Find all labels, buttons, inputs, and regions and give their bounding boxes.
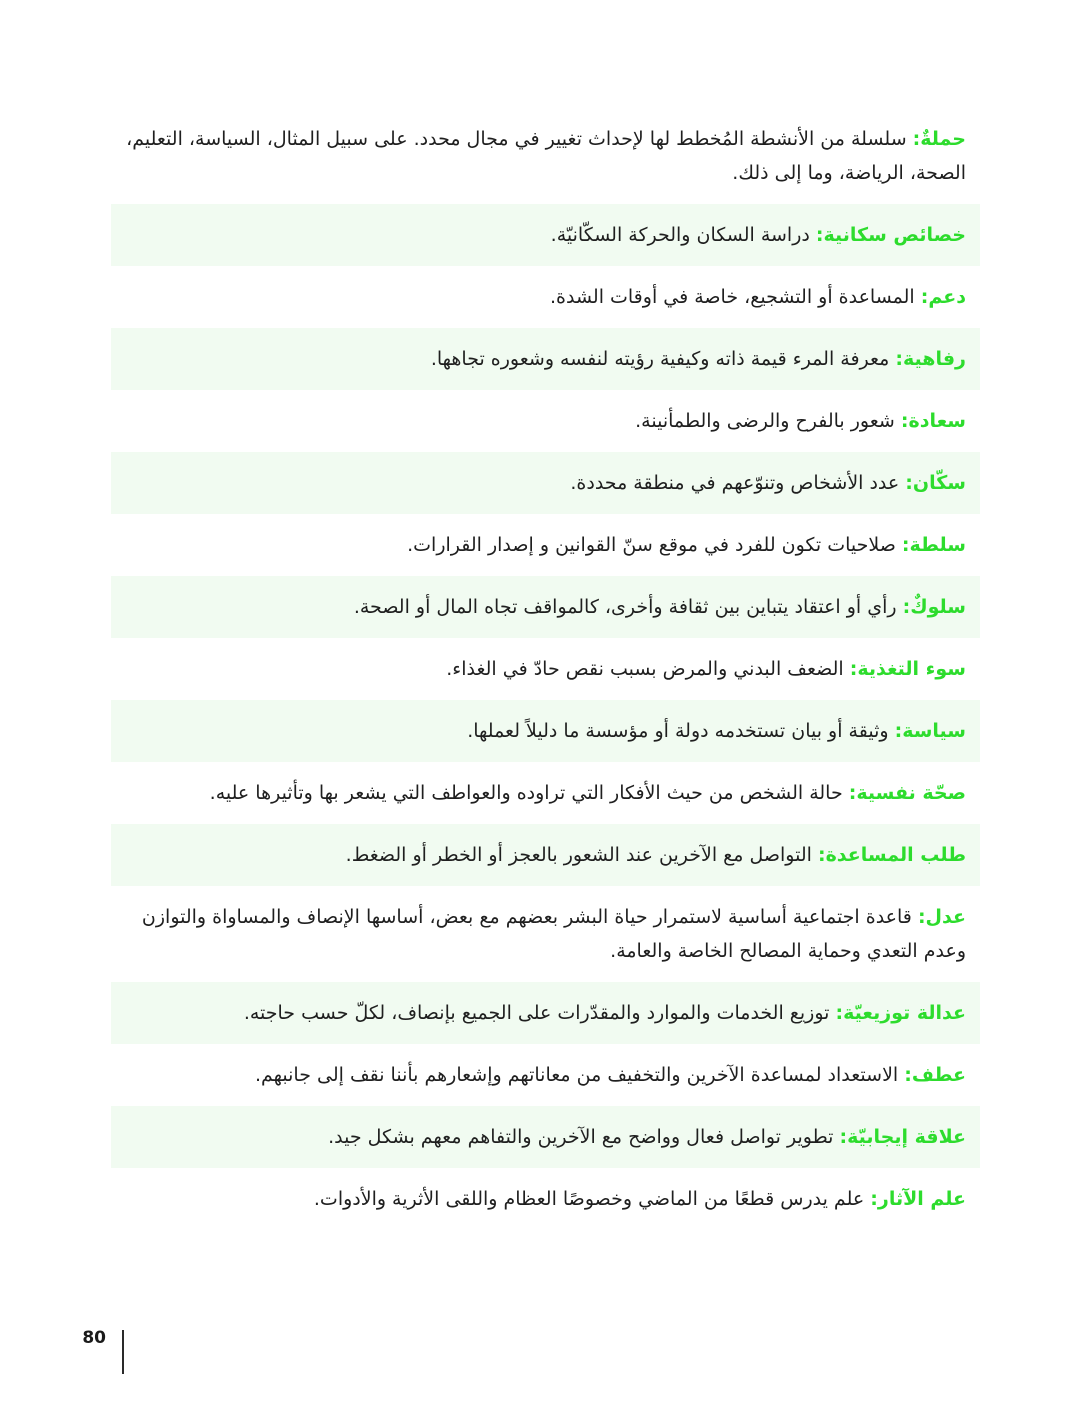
glossary-entry: عدل: قاعدة اجتماعية أساسية لاستمرار حياة البشر بعضهم مع بعض، أساسها الإنصاف والمساواة والتوازن وعدم التعدي وحماية المصالح الخاصة والعامة. — [141, 906, 966, 962]
glossary-entry: علاقة إيجابيّة: تطوير تواصل فعال وواضح مع الآخرين والتفاهم معهم بشكل جيد. — [111, 1106, 980, 1168]
glossary-definition: الضعف البدني والمرض بسبب نقص حادّ في الغذاء. — [446, 658, 844, 680]
glossary-entry: خصائص سكانية: دراسة السكان والحركة السكّانيّة. — [111, 204, 980, 266]
glossary-term: صحّة نفسية — [856, 782, 966, 804]
glossary-term: علاقة إيجابيّة — [847, 1126, 966, 1148]
glossary-entry: علم الآثار: علم يدرس قطعًا من الماضي وخصوصًا العظام واللقى الأثرية والأدوات. — [313, 1188, 966, 1210]
glossary-entry: سلطة: صلاحيات تكون للفرد في موقع سنّ القوانين و إصدار القرارات. — [407, 534, 966, 556]
glossary-entry: حملةٌ: سلسلة من الأنشطة المُخطط لها لإحداث تغيير في مجال محدد. على سبيل المثال، السياسة، التعليم، الصحة، الرياضة، وما إلى ذلك. — [126, 128, 966, 184]
page-number: 80 — [82, 1328, 106, 1348]
glossary-entry: طلب المساعدة: التواصل مع الآخرين عند الشعور بالعجز أو الخطر أو الضغط. — [111, 824, 980, 886]
glossary-definition: التواصل مع الآخرين عند الشعور بالعجز أو الخطر أو الضغط. — [345, 844, 812, 866]
glossary-term: طلب المساعدة — [825, 844, 966, 866]
glossary-entry: سياسة: وثيقة أو بيان تستخدمه دولة أو مؤسسة ما دليلاً لعملها. — [111, 700, 980, 762]
glossary-entry: سوء التغذية: الضعف البدني والمرض بسبب نقص حادّ في الغذاء. — [446, 658, 966, 680]
glossary-definition: المساعدة أو التشجيع، خاصة في أوقات الشدة. — [549, 286, 915, 308]
glossary-definition: علم يدرس قطعًا من الماضي وخصوصًا العظام واللقى الأثرية والأدوات. — [313, 1188, 865, 1210]
glossary-term: عدالة توزيعيّة — [843, 1002, 966, 1024]
glossary-definition: دراسة السكان والحركة السكّانيّة. — [550, 224, 810, 246]
glossary-definition: معرفة المرء قيمة ذاته وكيفية رؤيته لنفسه وشعوره تجاهها. — [430, 348, 890, 370]
glossary-list — [111, 108, 980, 1230]
glossary-definition: وثيقة أو بيان تستخدمه دولة أو مؤسسة ما دليلاً لعملها. — [467, 720, 889, 742]
glossary-term: خصائص سكانية — [823, 224, 966, 246]
glossary-entry: سعادة: شعور بالفرح والرضى والطمأنينة. — [635, 410, 966, 432]
footer-divider — [122, 1330, 124, 1374]
glossary-entry: عطف: الاستعداد لمساعدة الآخرين والتخفيف من معاناتهم وإشعارهم بأننا نقف إلى جانبهم. — [254, 1064, 966, 1086]
glossary-entry: سلوكٌ: رأي أو اعتقاد يتباين بين ثقافة وأخرى، كالمواقف تجاه المال أو الصحة. — [111, 576, 980, 638]
glossary-entry: دعم: المساعدة أو التشجيع، خاصة في أوقات الشدة. — [549, 286, 966, 308]
glossary-term: علم الآثار — [877, 1188, 966, 1210]
glossary-definition: عدد الأشخاص وتنوّعهم في منطقة محددة. — [570, 472, 900, 494]
glossary-entry: صحّة نفسية: حالة الشخص من حيث الأفكار التي تراوده والعواطف التي يشعر بها وتأثيرها عليه. — [209, 782, 966, 804]
glossary-term: رفاهية — [903, 348, 966, 370]
glossary-definition: تطوير تواصل فعال وواضح مع الآخرين والتفاهم معهم بشكل جيد. — [328, 1126, 834, 1148]
glossary-definition: رأي أو اعتقاد يتباين بين ثقافة وأخرى، كالمواقف تجاه المال أو الصحة. — [353, 596, 897, 618]
glossary-term: سعادة — [908, 410, 966, 432]
glossary-term: حملةٌ — [920, 128, 966, 150]
glossary-definition: حالة الشخص من حيث الأفكار التي تراوده والعواطف التي يشعر بها وتأثيرها عليه. — [209, 782, 843, 804]
glossary-term: عدل — [925, 906, 966, 928]
glossary-term: سلطة — [909, 534, 966, 556]
glossary-entry: رفاهية: معرفة المرء قيمة ذاته وكيفية رؤيته لنفسه وشعوره تجاهها. — [111, 328, 980, 390]
glossary-definition: صلاحيات تكون للفرد في موقع سنّ القوانين و إصدار القرارات. — [407, 534, 896, 556]
glossary-definition: توزيع الخدمات والموارد والمقدّرات على الجميع بإنصاف، لكلّ حسب حاجته. — [243, 1002, 830, 1024]
glossary-term: دعم — [928, 286, 966, 308]
glossary-term: سكّان — [912, 472, 966, 494]
glossary-entry: عدالة توزيعيّة: توزيع الخدمات والموارد والمقدّرات على الجميع بإنصاف، لكلّ حسب حاجته. — [111, 982, 980, 1044]
glossary-definition: شعور بالفرح والرضى والطمأنينة. — [635, 410, 895, 432]
glossary-entry: سكّان: عدد الأشخاص وتنوّعهم في منطقة محددة. — [111, 452, 980, 514]
glossary-definition: الاستعداد لمساعدة الآخرين والتخفيف من معاناتهم وإشعارهم بأننا نقف إلى جانبهم. — [254, 1064, 899, 1086]
glossary-term: سوء التغذية — [857, 658, 966, 680]
glossary-term: سلوكٌ — [910, 596, 966, 618]
glossary-definition: قاعدة اجتماعية أساسية لاستمرار حياة البشر بعضهم مع بعض، أساسها الإنصاف والمساواة والتوازن وعدم التعدي وحماية المصالح الخاصة والعامة. — [141, 906, 966, 962]
glossary-term: سياسة — [902, 720, 966, 742]
glossary-definition: سلسلة من الأنشطة المُخطط لها لإحداث تغيير في مجال محدد. على سبيل المثال، السياسة، التعليم، الصحة، الرياضة، وما إلى ذلك. — [126, 128, 966, 184]
glossary-term: عطف — [911, 1064, 966, 1086]
